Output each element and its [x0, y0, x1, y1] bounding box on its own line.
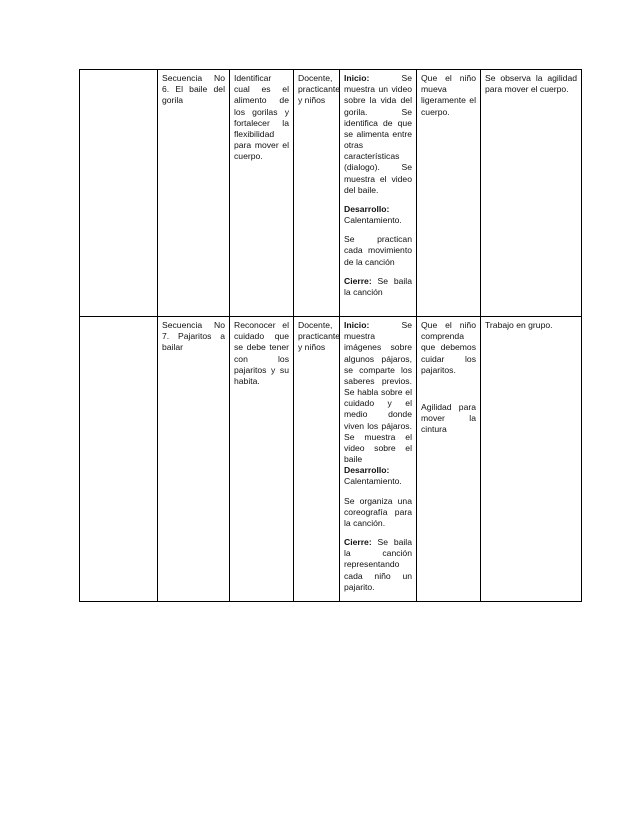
blank-cell [80, 70, 158, 317]
achievement-cell [417, 70, 481, 317]
desarrollo-paragraph-2 [344, 234, 412, 268]
sequence-title: Secuencia No 6. El baile del gorila [162, 73, 225, 106]
desarrollo-text: Calentamiento. [344, 476, 402, 487]
blank-cell [80, 317, 158, 602]
table-row [80, 317, 582, 602]
achievement-text-2: Agilidad para mover la cintura [421, 401, 476, 435]
responsibles-text: Docente, practicante y niños [298, 73, 341, 106]
evaluation-text: Trabajo en grupo. [485, 320, 553, 330]
objective-cell [230, 317, 294, 602]
achievement-cell [417, 317, 481, 602]
desarrollo-label: Desarrollo: [344, 465, 390, 476]
desarrollo-label: Desarrollo: [344, 203, 390, 214]
cierre-paragraph [344, 537, 412, 593]
cierre-label: Cierre: [344, 275, 372, 286]
responsibles-cell [294, 317, 340, 602]
sequence-title-cell [158, 317, 230, 602]
desarrollo-paragraph-2 [344, 496, 412, 530]
cierre-text: Se baila la canción representando cada niño un pajarito. [344, 537, 412, 592]
desarrollo-text: Calentamiento. [344, 215, 402, 226]
activities-cell [340, 70, 417, 317]
activities-cell [340, 317, 417, 602]
responsibles-cell [294, 70, 340, 317]
sequence-title-cell [158, 70, 230, 317]
responsibles-text: Docente, practicante y niños [298, 320, 341, 353]
inicio-text: Se muestra un video sobre la vida del gorila. Se identifica de que se alimenta entre otras características (dialogo). Se muestra el video del baile. [344, 73, 412, 195]
objective-cell [230, 70, 294, 317]
inicio-paragraph [344, 73, 412, 196]
inicio-text: Se muestra imágenes sobre algunos pájaros, se comparte los saberes previos. Se habla sobre el cuidado y el medio donde viven los pájaros. Se muestra el video sobre el baile [344, 320, 412, 465]
achievement-text: Que el niño mueva ligeramente el cuerpo. [421, 73, 476, 117]
sequence-title: Secuencia No 7. Pajaritos a bailar [162, 320, 225, 353]
inicio-label: Inicio: [344, 320, 370, 330]
evaluation-text: Se observa la agilidad para mover el cuerpo. [485, 73, 577, 95]
objective-text: Identificar cual es el alimento de los gorilas y fortalecer la flexibilidad para mover el cuerpo. [234, 73, 289, 162]
desarrollo-text-2: Se practican cada movimiento de la canción [344, 234, 412, 267]
table-row [80, 70, 582, 317]
cierre-paragraph [344, 276, 412, 298]
evaluation-cell [481, 317, 582, 602]
sequence-table [79, 69, 582, 602]
achievement-text: Que el niño comprenda que debemos cuidar los pajaritos. [421, 320, 476, 375]
desarrollo-text-2: Se organiza una coreografía para la canción. [344, 495, 412, 528]
desarrollo-paragraph [344, 204, 412, 226]
cierre-label: Cierre: [344, 537, 372, 548]
inicio-paragraph [344, 320, 412, 488]
cierre-text: Se baila la canción [344, 275, 412, 297]
objective-text: Reconocer el cuidado que se debe tener con los pajaritos y su habita. [234, 320, 289, 386]
inicio-label: Inicio: [344, 73, 370, 83]
evaluation-cell [481, 70, 582, 317]
